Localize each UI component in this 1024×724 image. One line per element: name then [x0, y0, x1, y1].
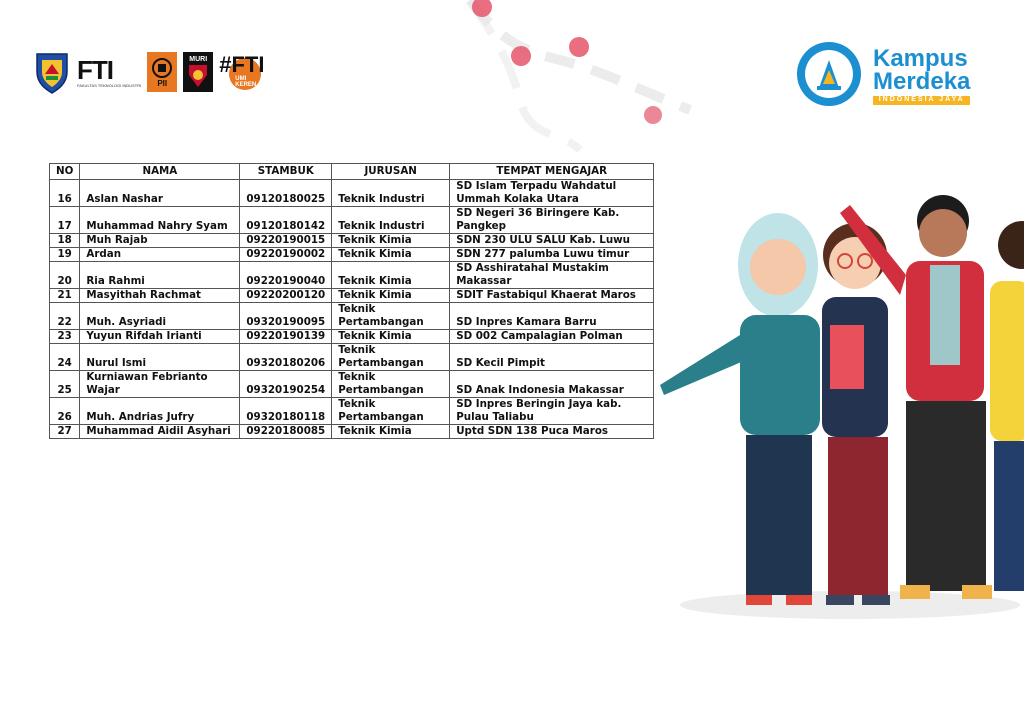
- cell-jurusan: Teknik Pertambangan: [332, 398, 450, 425]
- table-row: [50, 180, 654, 207]
- university-crest-icon: [33, 50, 71, 94]
- cell-tempat: SDN 277 palumba Luwu timur: [450, 248, 654, 262]
- cell-nama: Ria Rahmi: [80, 262, 240, 289]
- cell-stambuk: 09120180025: [240, 180, 332, 207]
- cell-jurusan: Teknik Kimia: [332, 234, 450, 248]
- cell-jurusan: Teknik Pertambangan: [332, 344, 450, 371]
- cell-stambuk: 09220200120: [240, 289, 332, 303]
- cell-tempat: SD Kecil Pimpit: [450, 344, 654, 371]
- table-row: [50, 207, 654, 234]
- header-tempat-mengajar: TEMPAT MENGAJAR: [450, 164, 654, 180]
- kampus-text: Kampus: [873, 45, 968, 73]
- pii-logo: PII: [147, 52, 177, 92]
- table-row: [50, 398, 654, 425]
- cell-nama: Yuyun Rifdah Irianti: [80, 330, 240, 344]
- cell-nama: Ardan: [80, 248, 240, 262]
- cell-jurusan: Teknik Kimia: [332, 248, 450, 262]
- fti-logo: FTI FAKULTAS TEKNOLOGI INDUSTRI: [77, 54, 142, 88]
- table-row: [50, 344, 654, 371]
- decor-dot: [644, 106, 662, 124]
- cell-tempat: SD Asshiratahal Mustakim Makassar: [450, 262, 654, 289]
- cell-no: 20: [50, 262, 80, 289]
- cell-no: 18: [50, 234, 80, 248]
- cell-tempat: SD Islam Terpadu Wahdatul Ummah Kolaka Utara: [450, 180, 654, 207]
- merdeka-text: Merdeka: [873, 68, 971, 96]
- cell-stambuk: 09320180206: [240, 344, 332, 371]
- cell-no: 21: [50, 289, 80, 303]
- cell-stambuk: 09320190095: [240, 303, 332, 330]
- cell-nama: Muh. Andrias Jufry: [80, 398, 240, 425]
- cell-nama: Nurul Ismi: [80, 344, 240, 371]
- cell-stambuk: 09220190040: [240, 262, 332, 289]
- cell-tempat: Uptd SDN 138 Puca Maros: [450, 425, 654, 439]
- cell-tempat: SD Negeri 36 Biringere Kab. Pangkep: [450, 207, 654, 234]
- cell-tempat: SDN 230 ULU SALU Kab. Luwu: [450, 234, 654, 248]
- student-figure: [990, 221, 1024, 591]
- cell-jurusan: Teknik Kimia: [332, 330, 450, 344]
- indonesia-jaya-tag: INDONESIA JAYA: [873, 96, 970, 105]
- cell-nama: Aslan Nashar: [80, 180, 240, 207]
- cell-no: 27: [50, 425, 80, 439]
- students-group-illustration: [650, 185, 1024, 625]
- cell-jurusan: Teknik Kimia: [332, 425, 450, 439]
- table-row: [50, 371, 654, 398]
- table-row: [50, 248, 654, 262]
- tut-wuri-handayani-icon: [795, 40, 863, 113]
- table-row: [50, 303, 654, 330]
- header-jurusan: JURUSAN: [332, 164, 450, 180]
- cell-jurusan: Teknik Kimia: [332, 262, 450, 289]
- cell-stambuk: 09120180142: [240, 207, 332, 234]
- muri-logo: MURI: [183, 52, 213, 92]
- cell-no: 26: [50, 398, 80, 425]
- cell-nama: Kurniawan Febrianto Wajar: [80, 371, 240, 398]
- table-row: [50, 289, 654, 303]
- header-logos: [33, 48, 263, 96]
- cell-stambuk: 09320190254: [240, 371, 332, 398]
- table-row: [50, 425, 654, 439]
- cell-tempat: SD Anak Indonesia Makassar: [450, 371, 654, 398]
- header-stambuk: STAMBUK: [240, 164, 332, 180]
- cell-tempat: SD Inpres Kamara Barru: [450, 303, 654, 330]
- cell-jurusan: Teknik Industri: [332, 180, 450, 207]
- header-nama: NAMA: [80, 164, 240, 180]
- cell-stambuk: 09220190002: [240, 248, 332, 262]
- cell-tempat: SD 002 Campalagian Polman: [450, 330, 654, 344]
- cell-no: 22: [50, 303, 80, 330]
- cell-no: 23: [50, 330, 80, 344]
- cell-tempat: SDIT Fastabiqul Khaerat Maros: [450, 289, 654, 303]
- cell-stambuk: 09220190015: [240, 234, 332, 248]
- student-figure: [660, 213, 820, 605]
- table-row: [50, 262, 654, 289]
- cell-no: 16: [50, 180, 80, 207]
- table-row: [50, 234, 654, 248]
- cell-stambuk: 09220190139: [240, 330, 332, 344]
- cell-no: 19: [50, 248, 80, 262]
- cell-nama: Muh. Asyriadi: [80, 303, 240, 330]
- fti-umi-keren-logo: #FTI UMI KEREN: [219, 52, 265, 88]
- cell-nama: Muh Rajab: [80, 234, 240, 248]
- cell-nama: Masyithah Rachmat: [80, 289, 240, 303]
- students-table: [49, 163, 654, 439]
- cell-no: 25: [50, 371, 80, 398]
- decor-dot: [511, 46, 531, 66]
- cell-tempat: SD Inpres Beringin Jaya kab. Pulau Taliabu: [450, 398, 654, 425]
- cell-stambuk: 09320180118: [240, 398, 332, 425]
- header-no: NO: [50, 164, 80, 180]
- decor-dot: [569, 37, 589, 57]
- kampus-merdeka-logo: [795, 40, 970, 113]
- table-header-row: [50, 164, 654, 180]
- cell-no: 17: [50, 207, 80, 234]
- cell-jurusan: Teknik Pertambangan: [332, 371, 450, 398]
- table-row: [50, 330, 654, 344]
- cell-jurusan: Teknik Industri: [332, 207, 450, 234]
- cell-nama: Muhammad Nahry Syam: [80, 207, 240, 234]
- student-figure: [822, 223, 890, 605]
- cell-jurusan: Teknik Kimia: [332, 289, 450, 303]
- cell-jurusan: Teknik Pertambangan: [332, 303, 450, 330]
- cell-nama: Muhammad Aidil Asyhari: [80, 425, 240, 439]
- cell-stambuk: 09220180085: [240, 425, 332, 439]
- cell-no: 24: [50, 344, 80, 371]
